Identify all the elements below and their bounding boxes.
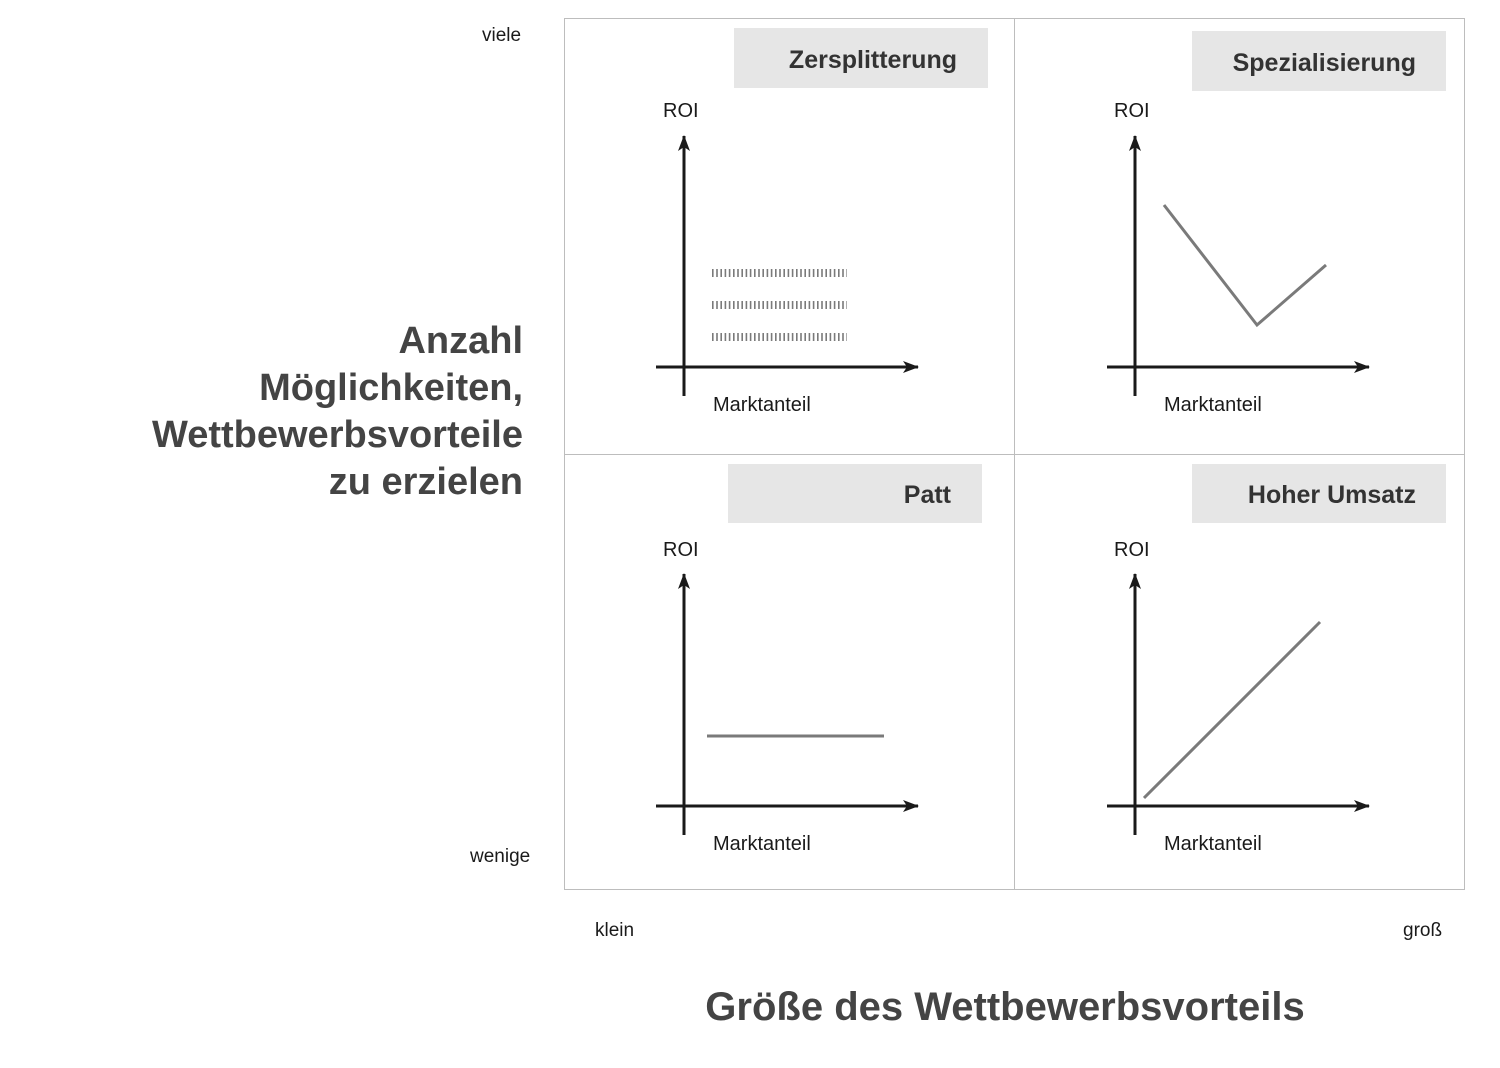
strategy-matrix	[564, 18, 1465, 890]
quadrant-hoher-umsatz	[1107, 464, 1446, 855]
axis-x-label: Marktanteil	[1164, 833, 1262, 855]
axis-y-label: ROI	[1114, 100, 1150, 122]
curve-v-shape	[1164, 205, 1326, 325]
quadrant-title: Patt	[903, 481, 951, 509]
axis-y-label: ROI	[1114, 539, 1150, 561]
quadrant-title: Spezialisierung	[1232, 49, 1416, 77]
y-axis-title	[60, 318, 523, 506]
y-axis-low-label: wenige	[470, 846, 531, 867]
axis-x-label: Marktanteil	[713, 833, 811, 855]
y-axis-title-line-2: Möglichkeiten,	[259, 367, 523, 409]
y-axis-title-line-1: Anzahl	[398, 320, 523, 362]
axis-y-label: ROI	[663, 539, 699, 561]
curve-rising-line	[1144, 622, 1320, 798]
y-axis-title-line-3: Wettbewerbsvorteile	[152, 414, 523, 456]
quadrant-patt	[656, 464, 982, 855]
y-axis-title-line-4: zu erzielen	[328, 461, 523, 503]
x-axis-low-label: klein	[595, 920, 635, 941]
y-axis-high-label: viele	[482, 25, 522, 46]
x-axis-title: Größe des Wettbewerbsvorteils	[705, 985, 1305, 1029]
quadrant-spezialisierung	[1107, 31, 1446, 416]
quadrant-title: Hoher Umsatz	[1247, 481, 1416, 509]
quadrant-zersplitterung	[656, 28, 988, 416]
x-axis-high-label: groß	[1403, 920, 1443, 941]
quadrant-title: Zersplitterung	[788, 46, 957, 74]
axis-x-label: Marktanteil	[713, 394, 811, 416]
axis-x-label: Marktanteil	[1164, 394, 1262, 416]
axis-y-label: ROI	[663, 100, 699, 122]
